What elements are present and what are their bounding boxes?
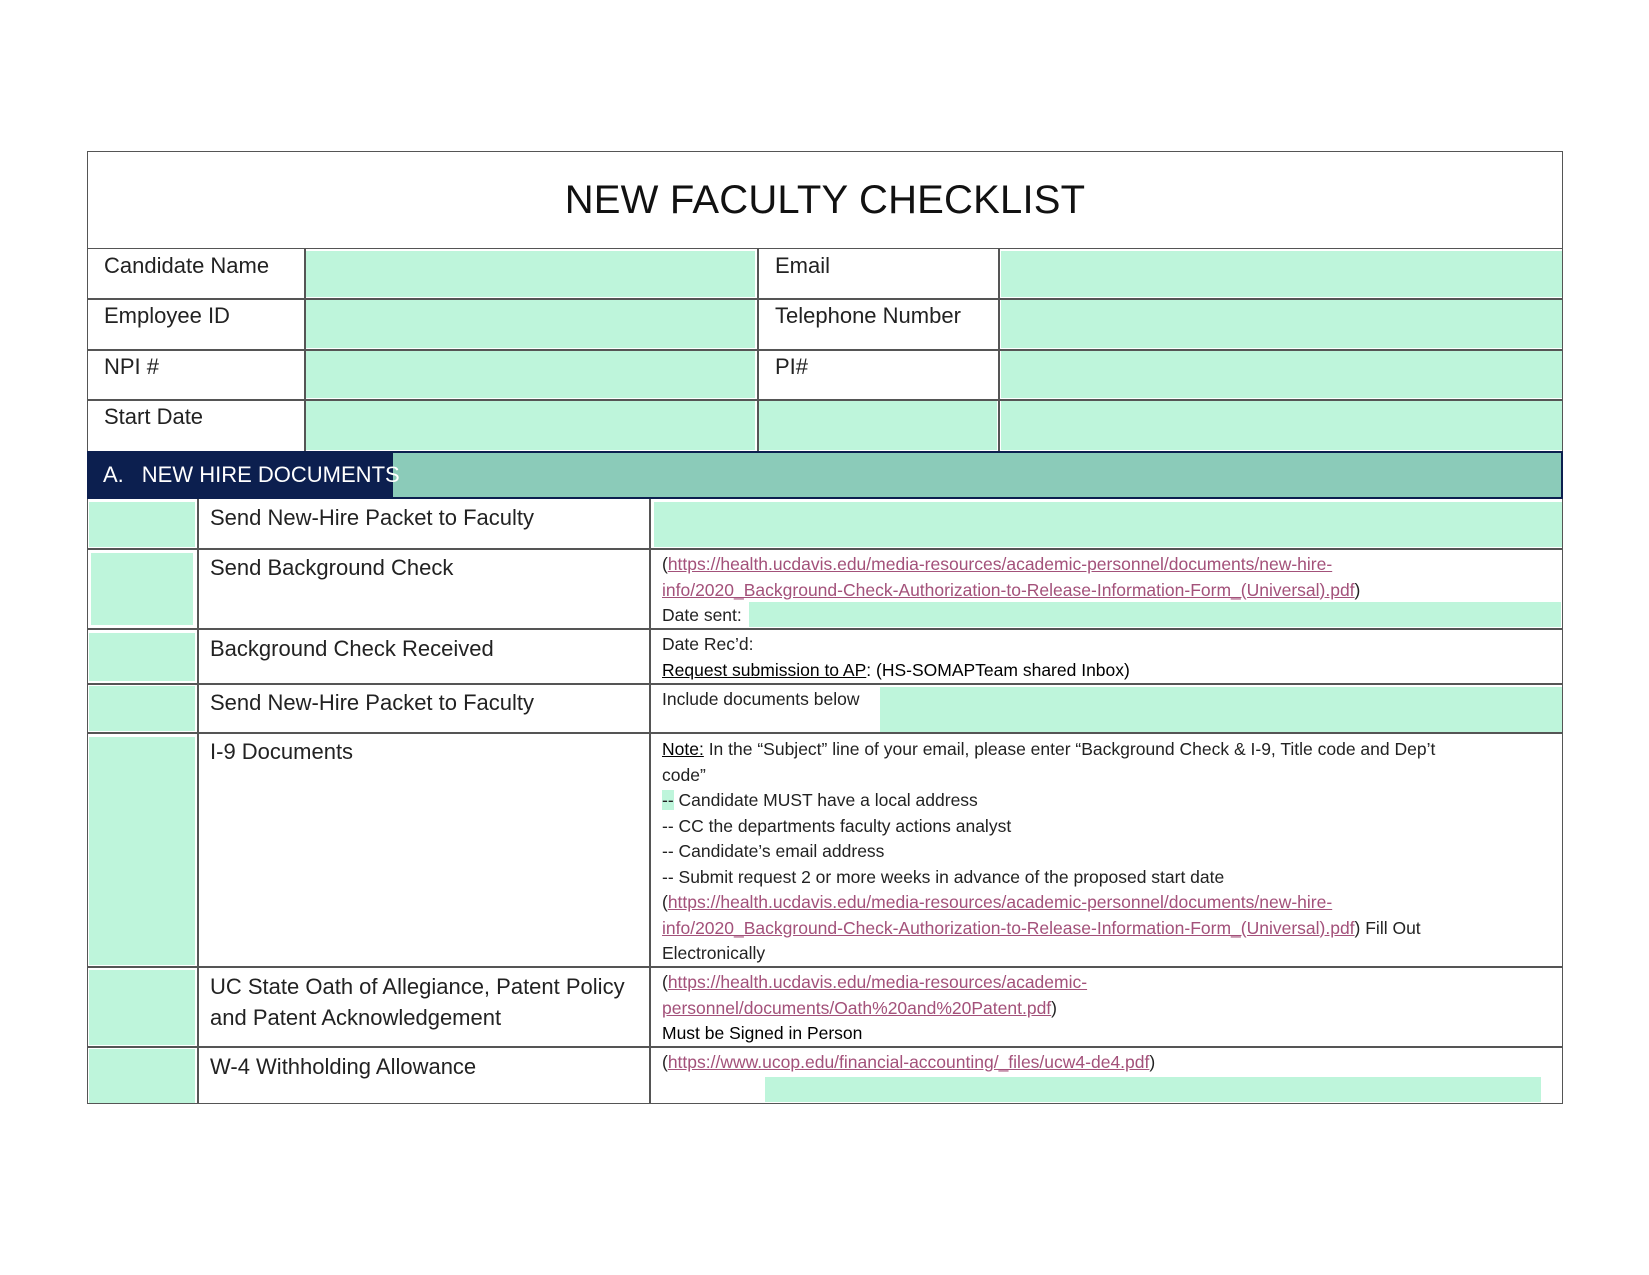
oath-patent-link-cont[interactable]: personnel/documents/Oath%20and%20Patent.pdf xyxy=(662,997,1052,1018)
telephone-field[interactable] xyxy=(1001,300,1562,348)
request-submission-label: Request submission to AP xyxy=(662,659,867,680)
check-cell-background-received[interactable] xyxy=(89,633,195,681)
candidate-name-label: Candidate Name xyxy=(104,253,270,278)
check-cell-send-packet-2[interactable] xyxy=(89,686,195,731)
npi-label: NPI # xyxy=(104,354,160,379)
date-sent-field[interactable] xyxy=(749,602,1561,627)
signed-in-person-note: Must be Signed in Person xyxy=(662,1023,863,1043)
task-send-new-hire-packet: Send New-Hire Packet to Faculty xyxy=(210,505,535,530)
telephone-label: Telephone Number xyxy=(775,303,961,328)
oath-notes: (https://health.ucdavis.edu/media-resources/academic- personnel/documents/Oath%20and%20Patent.pdf) Must be Signed in Person xyxy=(662,970,1552,1047)
i9-notes: Note: In the “Subject” line of your email, please enter “Background Check & I-9, Title code and Dep’t code” -- Candidate MUST have a local address -- CC the departments faculty actions analyst -- Candidate’s email address -- Submit request 2 or more weeks in advance of the proposed start date (https://health.ucdavis.edu/media-resources/academic-personnel/documents/new-hire- info/2020_Background-Check-Authorization-to-Release-Information-Form_(Universal).pdf) Fill Out Electronically xyxy=(662,739,1436,963)
check-cell-background-check[interactable] xyxy=(91,553,193,625)
email-field[interactable] xyxy=(1001,251,1562,297)
task-send-background-check: Send Background Check xyxy=(210,555,454,580)
w4-notes-field[interactable] xyxy=(765,1077,1541,1102)
task-w4-withholding: W-4 Withholding Allowance xyxy=(210,1054,477,1079)
w4-form-link[interactable]: https://www.ucop.edu/financial-accounting/_files/ucw4-de4.pdf xyxy=(667,1052,1150,1072)
pi-field[interactable] xyxy=(1001,351,1562,398)
task-send-new-hire-packet-2: Send New-Hire Packet to Faculty xyxy=(210,690,535,715)
start-date-extra-field-2[interactable] xyxy=(1001,401,1562,450)
background-received-notes: Date Rec’d: Request submission to AP: (HS-SOMAPTeam shared Inbox) xyxy=(662,632,1552,683)
oath-patent-link[interactable]: https://health.ucdavis.edu/media-resources/academic- xyxy=(667,972,1088,992)
check-cell-oath[interactable] xyxy=(89,970,195,1045)
pi-label: PI# xyxy=(775,354,809,379)
w4-notes: (https://www.ucop.edu/financial-accounting/_files/ucw4-de4.pdf) xyxy=(662,1052,1156,1072)
date-sent-label: Date sent: xyxy=(662,605,742,625)
check-cell-w4[interactable] xyxy=(89,1049,195,1103)
task-background-check-received: Background Check Received xyxy=(210,636,494,661)
check-cell-i9[interactable] xyxy=(89,737,195,965)
start-date-extra-field[interactable] xyxy=(759,401,997,450)
check-cell-send-packet[interactable] xyxy=(89,502,195,547)
background-check-link-block: (https://health.ucdavis.edu/media-resources/academic-personnel/documents/new-hire- info/2020_Background-Check-Authorization-to-Release-Information-Form_(Universal).pdf) Date sent: xyxy=(662,552,1552,629)
include-documents-label: Include documents below xyxy=(662,689,860,709)
date-recd-label: Date Rec’d: xyxy=(662,634,754,654)
employee-id-field[interactable] xyxy=(306,300,755,348)
email-label: Email xyxy=(775,253,831,278)
background-check-form-link[interactable]: https://health.ucdavis.edu/media-resources/academic-personnel/documents/new-hire- xyxy=(667,554,1333,574)
note-label: Note: xyxy=(662,739,704,759)
include-documents-field[interactable] xyxy=(880,687,1562,732)
section-title xyxy=(87,451,400,499)
task-i9-documents: I-9 Documents xyxy=(210,739,354,764)
page-title: NEW FACULTY CHECKLIST xyxy=(87,151,1563,249)
candidate-name-field[interactable] xyxy=(306,251,755,297)
i9-form-link[interactable]: https://health.ucdavis.edu/media-resources/academic-personnel/documents/new-hire- xyxy=(667,892,1333,912)
start-date-label: Start Date xyxy=(104,404,204,429)
employee-id-label: Employee ID xyxy=(104,303,230,328)
npi-field[interactable] xyxy=(306,351,755,398)
send-packet-notes-field[interactable] xyxy=(654,502,1562,547)
i9-form-link-cont[interactable]: info/2020_Background-Check-Authorization-to-Release-Information-Form_(Universal).pdf xyxy=(662,917,1355,938)
start-date-field[interactable] xyxy=(306,401,755,450)
section-title-text: NEW HIRE DOCUMENTS xyxy=(141,462,400,487)
task-oath-patent: UC State Oath of Allegiance, Patent Policy and Patent Acknowledgement xyxy=(210,974,625,1030)
section-number: A. xyxy=(103,462,124,487)
background-check-form-link-cont[interactable]: info/2020_Background-Check-Authorization-to-Release-Information-Form_(Universal).pdf xyxy=(662,579,1355,600)
